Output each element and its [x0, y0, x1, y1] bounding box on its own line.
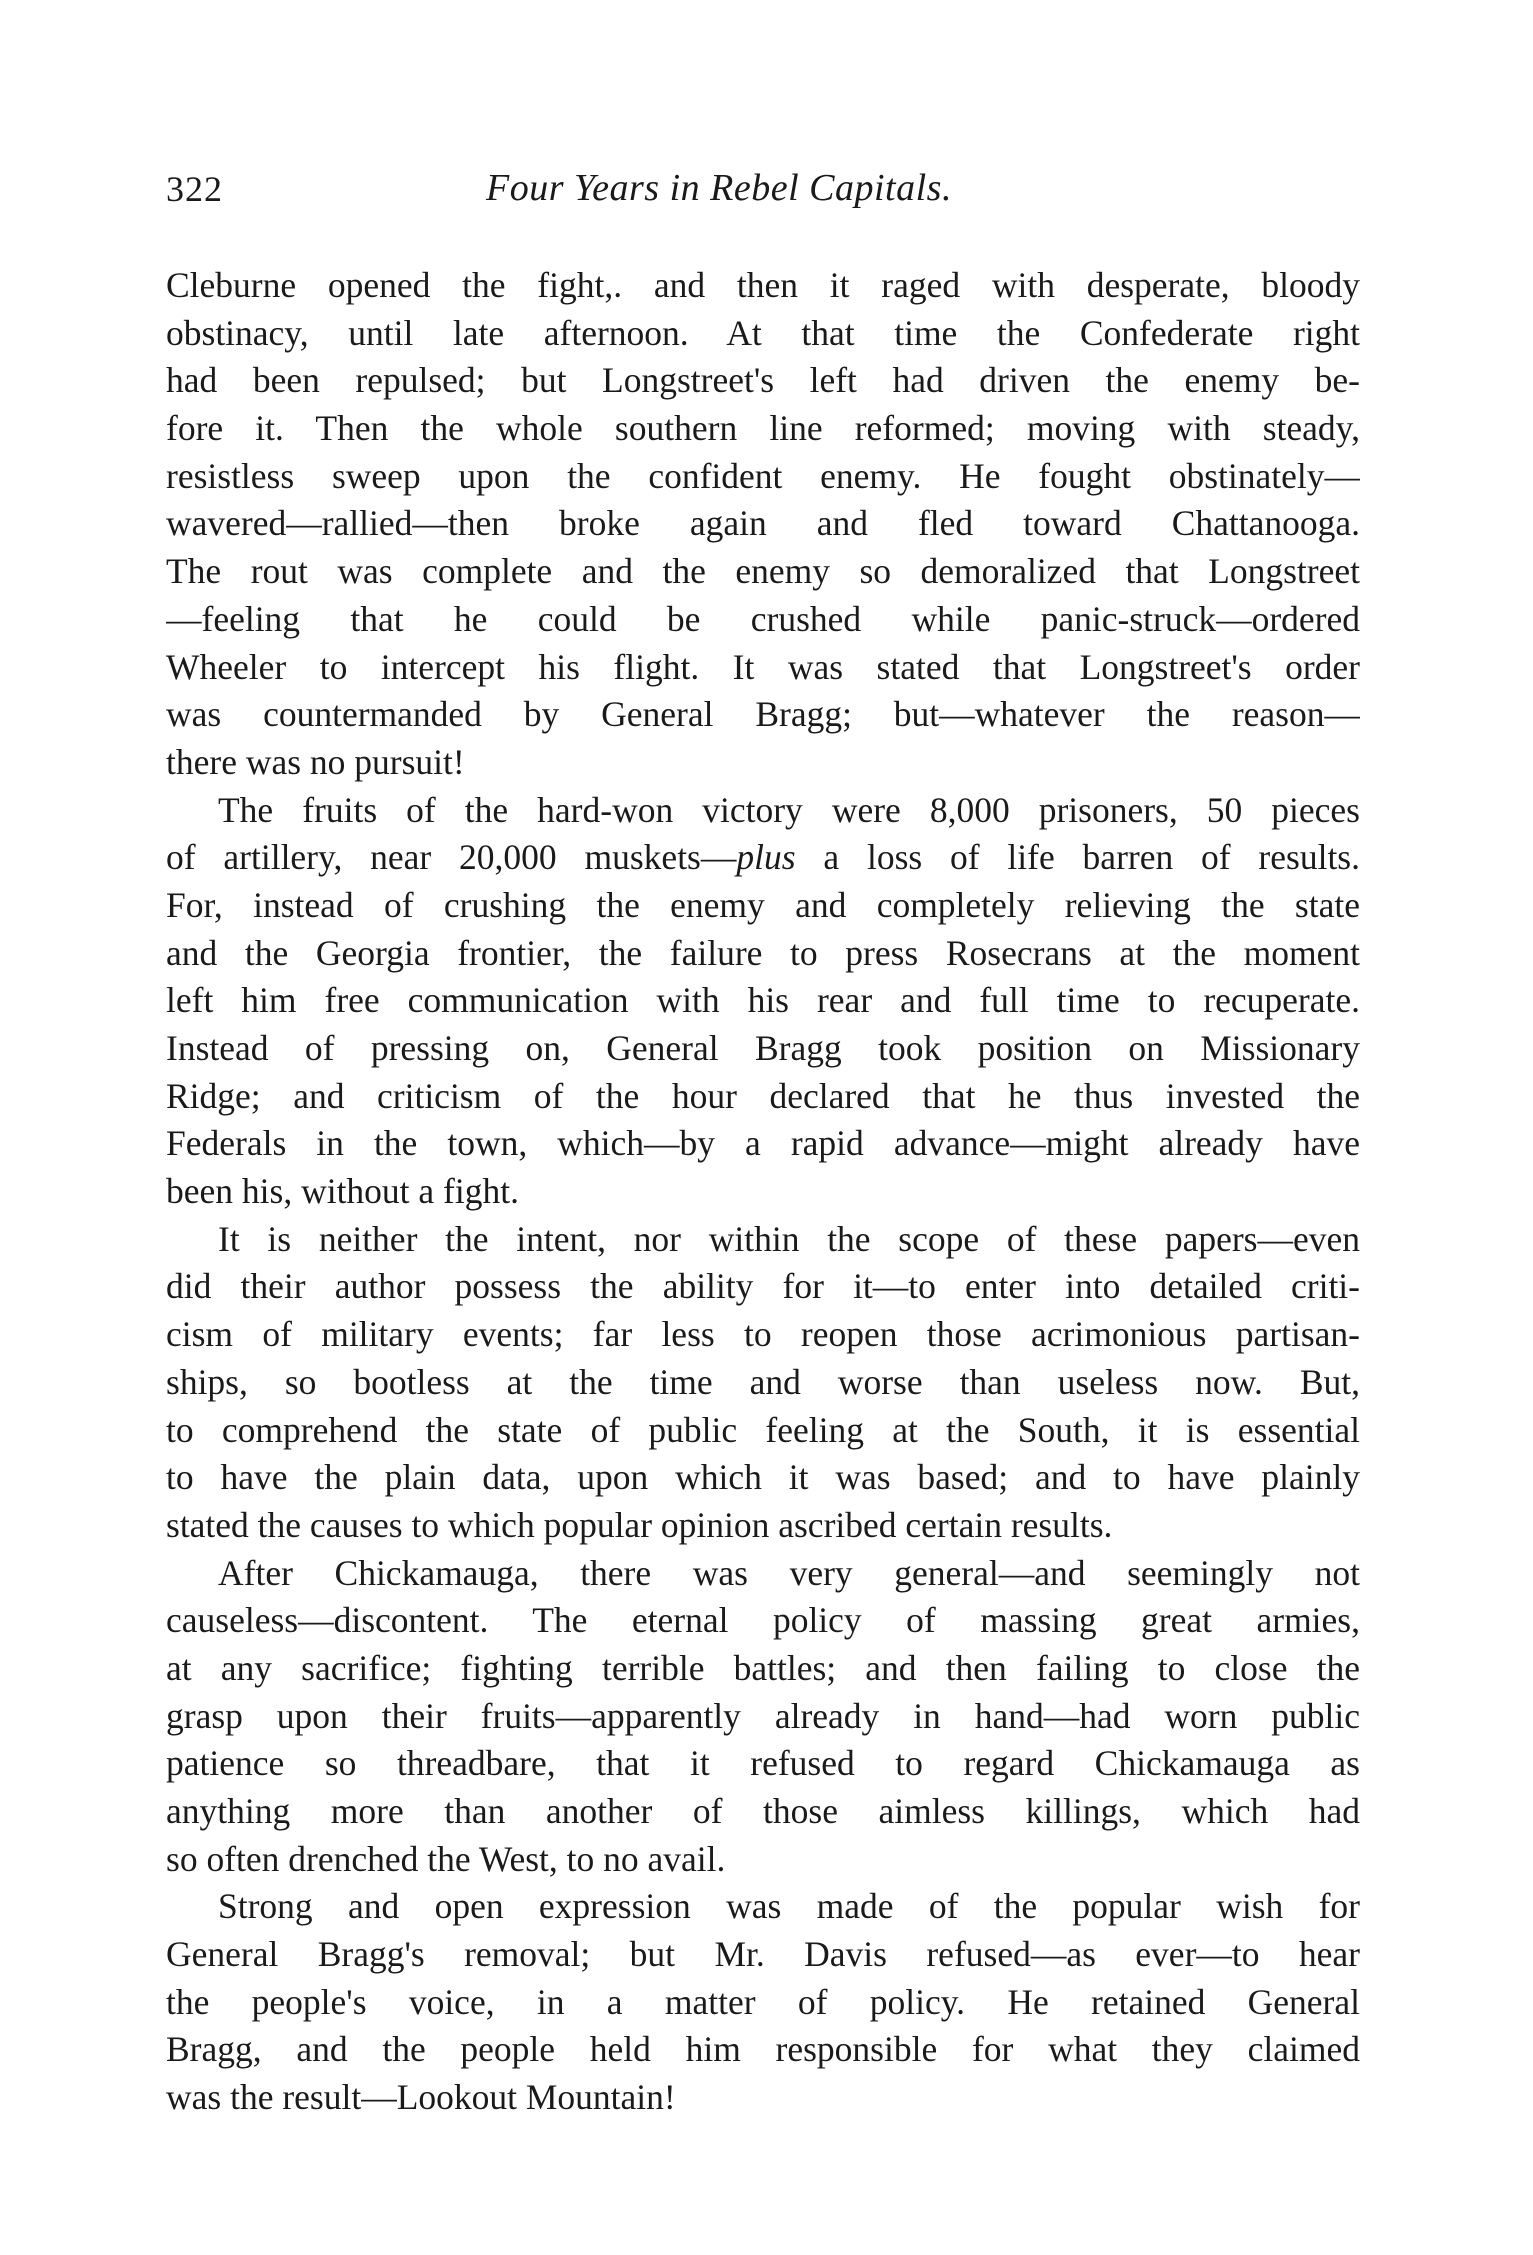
text-line: fore it. Then the whole southern line reformed; moving with steady,	[166, 408, 1360, 449]
text-line: Strong and open expression was made of the popular wish for	[218, 1886, 1360, 1927]
text-line: to comprehend the state of public feeling at the South, it is essential	[166, 1409, 1360, 1450]
text-line: Federals in the town, which—by a rapid advance—might already have	[166, 1123, 1360, 1164]
text-line: The rout was complete and the enemy so demoralized that Longstreet	[166, 551, 1360, 592]
text-line: causeless—discontent. The eternal policy of massing great armies,	[166, 1600, 1360, 1641]
text-line: left him free communication with his rear and full time to recuperate.	[166, 980, 1360, 1021]
text-line: was the result—Lookout Mountain!	[166, 2077, 676, 2118]
text-line: stated the causes to which popular opinion ascribed certain results.	[166, 1504, 1113, 1545]
page-header	[166, 168, 1360, 220]
text-line: the people's voice, in a matter of policy. He retained General	[166, 1981, 1360, 2022]
text-line: had been repulsed; but Longstreet's left had driven the enemy be-	[166, 360, 1360, 401]
text-line: patience so threadbare, that it refused to regard Chickamauga as	[166, 1743, 1360, 1784]
text-line: Bragg, and the people held him responsible for what they claimed	[166, 2029, 1360, 2070]
text-line: resistless sweep upon the confident enemy. He fought obstinately—	[166, 455, 1360, 496]
text-line: been his, without a fight.	[166, 1171, 519, 1212]
text-line: wavered—rallied—then broke again and fled toward Chattanooga.	[166, 503, 1360, 544]
text-line: so often drenched the West, to no avail.	[166, 1838, 726, 1879]
text-line: and the Georgia frontier, the failure to press Rosecrans at the moment	[166, 932, 1360, 973]
text-line: It is neither the intent, nor within the scope of these papers—even	[218, 1218, 1360, 1259]
italic-word: plus	[736, 837, 796, 878]
body-text	[166, 262, 1360, 2122]
text-line: General Bragg's removal; but Mr. Davis refused—as ever—to hear	[166, 1934, 1360, 1975]
text-line	[166, 834, 1360, 882]
text-line: Instead of pressing on, General Bragg took position on Missionary	[166, 1028, 1360, 1068]
text-line: at any sacrifice; fighting terrible battles; and then failing to close the	[166, 1647, 1360, 1688]
text-line: there was no pursuit!	[166, 741, 465, 782]
text-line: obstinacy, until late afternoon. At that time the Confederate right	[166, 312, 1360, 353]
text-line: For, instead of crushing the enemy and completely relieving the state	[166, 884, 1360, 925]
page-number: 322	[166, 169, 223, 209]
text-segment: of artillery, near 20,000 muskets—	[166, 837, 737, 878]
text-line: was countermanded by General Bragg; but—whatever the reason—	[166, 694, 1360, 735]
text-line: grasp upon their fruits—apparently already in hand—had worn public	[166, 1695, 1360, 1736]
text-line: cism of military events; far less to reopen those acrimonious partisan-	[166, 1314, 1360, 1355]
text-line: The fruits of the hard-won victory were 8,000 prisoners, 50 pieces	[218, 789, 1360, 830]
text-line: to have the plain data, upon which it was based; and to have plainly	[166, 1457, 1360, 1498]
text-line: Cleburne opened the fight,. and then it raged with desperate, bloody	[166, 265, 1360, 305]
text-line: —feeling that he could be crushed while panic-struck—ordered	[166, 598, 1360, 639]
text-segment: a loss of life barren of results.	[795, 837, 1360, 878]
text-line: After Chickamauga, there was very general—and seemingly not	[218, 1552, 1360, 1593]
text-line: Wheeler to intercept his flight. It was stated that Longstreet's order	[166, 646, 1360, 687]
text-line: Ridge; and criticism of the hour declared that he thus invested the	[166, 1075, 1360, 1116]
running-title: Four Years in Rebel Capitals.	[486, 167, 952, 209]
text-line: ships, so bootless at the time and worse than useless now. But,	[166, 1361, 1360, 1402]
text-line: did their author possess the ability for it—to enter into detailed criti-	[166, 1266, 1360, 1307]
text-line: anything more than another of those aimless killings, which had	[166, 1791, 1360, 1831]
